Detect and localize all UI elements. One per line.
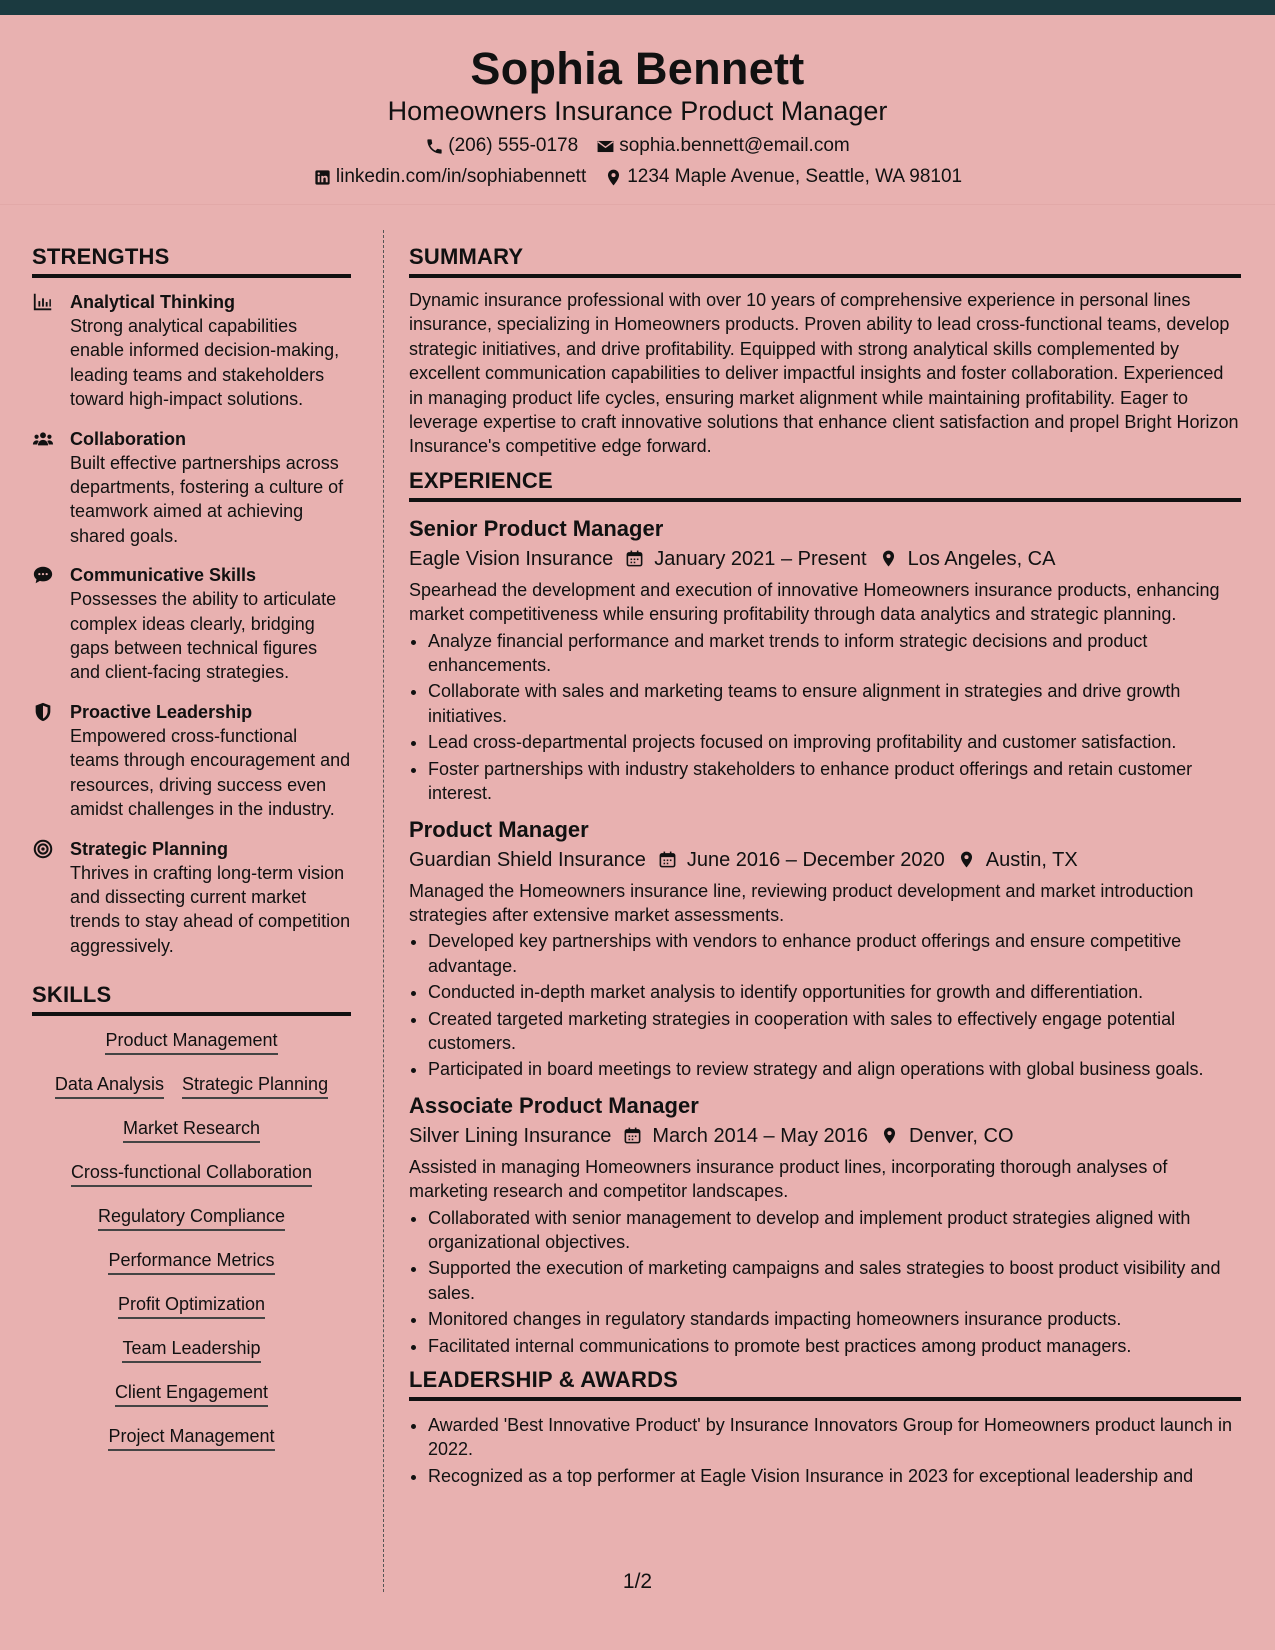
skills-heading: SKILLS: [32, 982, 351, 1016]
list-item: • Lead cross-departmental projects focused on improving profitability and customer satisfaction.: [428, 730, 1241, 754]
experience-heading: EXPERIENCE: [409, 468, 1241, 502]
strength-desc: Empowered cross-functional teams through encouragement and resources, driving success even amidst challenges in the industry.: [70, 725, 351, 820]
contact-row-1: [0, 135, 1275, 157]
list-item: • Supported the execution of marketing campaigns and sales strategies to boost product visibility and sales.: [428, 1256, 1241, 1305]
skill-tag: Regulatory Compliance: [98, 1204, 285, 1231]
strength-item: [32, 700, 351, 822]
summary-text: Dynamic insurance professional with over 10 years of comprehensive experience in personal lines insurance, specializing in Homeowners products. Proven ability to lead cross-functional teams, develop strategic initiatives, and drive profitability. Equipped with strong analytical skills complemented by excellent communication capabilities to deliver impactful insights and foster collaboration. Experienced in managing product life cycles, ensuring market alignment while maintaining profitability. Eager to leverage expertise to craft innovative solutions that enhance client satisfaction and propel Bright Horizon Insurance's competitive edge forward.: [409, 290, 1239, 457]
chat-icon: [32, 564, 54, 586]
candidate-title: Homeowners Insurance Product Manager: [387, 96, 888, 126]
strengths-heading: STRENGTHS: [32, 244, 351, 278]
job-dates: March 2014 – May 2016: [652, 1124, 869, 1147]
chart-icon: [32, 291, 54, 313]
job-entry: [409, 1091, 1241, 1358]
skill-tag: Profit Optimization: [118, 1292, 265, 1319]
job-title: Product Manager: [409, 816, 589, 842]
skill-tag: Project Management: [108, 1424, 274, 1451]
list-item: • Collaborated with senior management to develop and implement product strategies aligned with organizational objectives.: [428, 1206, 1241, 1255]
linkedin-icon: [313, 168, 332, 187]
skill-tag: Client Engagement: [115, 1380, 268, 1407]
phone-text: (206) 555-0178: [448, 135, 579, 156]
list-item: • Foster partnerships with industry stakeholders to enhance product offerings and retain customer interest.: [428, 757, 1241, 806]
list-item: • Created targeted marketing strategies in cooperation with sales to effectively engage potential customers.: [428, 1007, 1241, 1056]
list-item: • Developed key partnerships with vendors to enhance product offerings and ensure competitive advantage.: [428, 929, 1241, 978]
shield-icon: [32, 701, 54, 723]
email-text[interactable]: sophia.bennett@email.com: [619, 135, 850, 156]
map-pin-icon: [957, 850, 976, 869]
job-title: Associate Product Manager: [409, 1092, 699, 1118]
job-dates: January 2021 – Present: [654, 547, 867, 570]
job-entry: [409, 514, 1241, 806]
strength-desc: Strong analytical capabilities enable informed decision-making, leading teams and stakeholders toward high-impact solutions.: [70, 316, 340, 410]
strength-title: Analytical Thinking: [70, 292, 236, 312]
target-icon: [32, 838, 54, 860]
strength-desc: Thrives in crafting long-term vision and dissecting current market trends to stay ahead of competition aggressively.: [70, 862, 351, 956]
strength-item: [32, 427, 351, 549]
strength-item: [32, 290, 351, 412]
skills-list: [32, 1028, 351, 1451]
job-bullets: [409, 1206, 1241, 1358]
job-company: Silver Lining Insurance: [409, 1124, 612, 1147]
phone-icon: [425, 137, 444, 156]
list-item: • Recognized as a top performer at Eagle Vision Insurance in 2023 for exceptional leadership and: [428, 1464, 1241, 1488]
job-meta: [409, 1121, 1241, 1151]
job-description: Spearhead the development and execution of innovative Homeowners insurance products, enhancing market competitiveness while ensuring profitability through data analytics and strategic planning.: [409, 579, 1220, 625]
map-pin-icon: [604, 168, 623, 187]
list-item: • Participated in board meetings to review strategy and align operations with global business goals.: [428, 1057, 1241, 1081]
list-item: • Collaborate with sales and marketing teams to ensure alignment in strategies and drive growth initiatives.: [428, 679, 1241, 728]
strength-title: Communicative Skills: [70, 565, 257, 586]
job-company: Guardian Shield Insurance: [409, 848, 646, 871]
job-location: Denver, CO: [909, 1124, 1014, 1147]
job-bullets: [409, 929, 1241, 1081]
job-meta: [409, 544, 1241, 574]
top-accent-bar: [0, 0, 1275, 15]
calendar-icon: [623, 1126, 642, 1145]
skill-tag: Market Research: [123, 1116, 260, 1143]
contact-linkedin[interactable]: [313, 166, 586, 188]
job-description: Assisted in managing Homeowners insurance product lines, incorporating thorough analyses of marketing research and competitor landscapes.: [409, 1156, 1168, 1202]
strength-desc: Built effective partnerships across departments, fostering a culture of teamwork aimed at achieving shared goals.: [70, 452, 344, 546]
contact-address: [604, 166, 962, 188]
linkedin-text[interactable]: linkedin.com/in/sophiabennett: [335, 166, 587, 187]
skill-tag: Performance Metrics: [108, 1248, 274, 1275]
skill-tag: Data Analysis: [55, 1072, 164, 1099]
envelope-icon: [596, 137, 615, 156]
skill-tag: Cross-functional Collaboration: [71, 1160, 312, 1187]
strength-title: Strategic Planning: [70, 838, 229, 859]
right-column: [409, 244, 1241, 1490]
strength-desc: Possesses the ability to articulate complex ideas clearly, bridging gaps between technical figures and client-facing strategies.: [70, 589, 337, 683]
resume-header: [0, 15, 1275, 205]
page-number: 1/2: [622, 1570, 653, 1593]
strength-title: Proactive Leadership: [70, 701, 253, 722]
skill-tag: Product Management: [105, 1028, 277, 1055]
list-item: • Conducted in-depth market analysis to identify opportunities for growth and differentiation.: [428, 980, 1241, 1004]
candidate-name: Sophia Bennett: [470, 43, 805, 94]
left-column: [32, 244, 351, 1468]
job-title: Senior Product Manager: [409, 515, 664, 541]
list-item: • Analyze financial performance and market trends to inform strategic decisions and product enhancements.: [428, 629, 1241, 678]
calendar-icon: [658, 850, 677, 869]
awards-list: [409, 1413, 1241, 1488]
job-bullets: [409, 629, 1241, 806]
skill-tag: Strategic Planning: [182, 1072, 328, 1099]
map-pin-icon: [879, 549, 898, 568]
address-text: 1234 Maple Avenue, Seattle, WA 98101: [627, 166, 963, 187]
list-item: • Awarded 'Best Innovative Product' by Insurance Innovators Group for Homeowners product launch in 2022.: [428, 1413, 1241, 1462]
map-pin-icon: [880, 1126, 899, 1145]
list-item: • Facilitated internal communications to promote best practices among product managers.: [428, 1334, 1241, 1358]
summary-heading: SUMMARY: [409, 244, 1241, 278]
job-description: Managed the Homeowners insurance line, reviewing product development and market introduction strategies after extensive market assessments.: [409, 880, 1194, 925]
contact-phone: [425, 135, 578, 157]
job-location: Austin, TX: [985, 848, 1078, 871]
job-company: Eagle Vision Insurance: [409, 547, 614, 570]
job-meta: [409, 845, 1241, 875]
contact-email[interactable]: [596, 135, 850, 157]
awards-heading: LEADERSHIP & AWARDS: [409, 1367, 1241, 1401]
skill-tag: Team Leadership: [122, 1336, 260, 1363]
strength-title: Collaboration: [70, 428, 186, 449]
strength-item: [32, 837, 351, 959]
job-dates: June 2016 – December 2020: [686, 848, 945, 871]
contact-row-2: [0, 166, 1275, 188]
list-item: • Monitored changes in regulatory standards impacting homeowners insurance products.: [428, 1307, 1241, 1331]
column-divider: [383, 230, 384, 1592]
calendar-icon: [625, 549, 644, 568]
strength-item: [32, 563, 351, 685]
users-icon: [32, 428, 54, 450]
job-entry: [409, 815, 1241, 1082]
job-location: Los Angeles, CA: [907, 547, 1056, 570]
